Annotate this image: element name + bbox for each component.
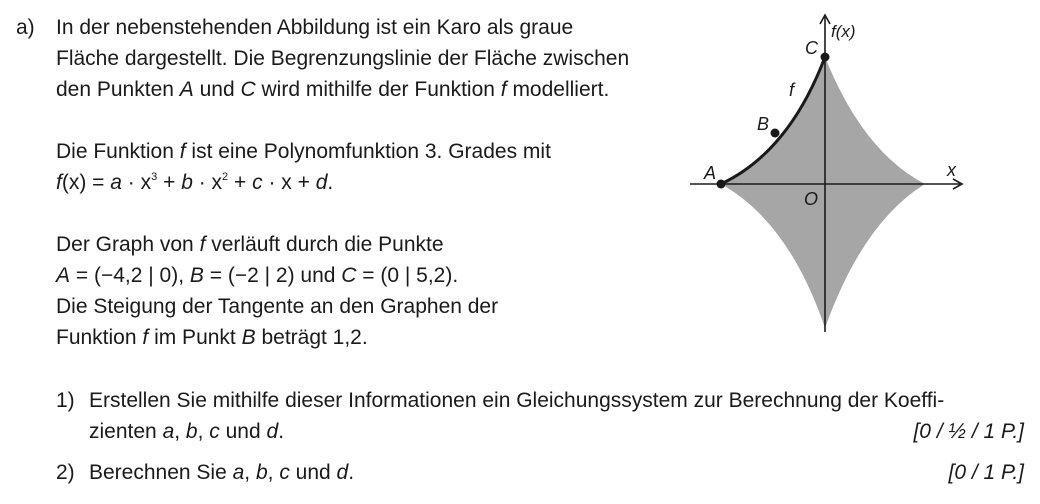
part-label: a) <box>16 16 35 39</box>
task-1-points: [0 / ½ / 1 P.] <box>913 420 1024 443</box>
intro-line-2: Fläche dargestellt. Die Begrenzungslinie der Fläche zwischen <box>56 47 630 70</box>
task-1-line-2: zienten a, b, c und d. <box>89 420 285 443</box>
points-line-4: Funktion f im Punkt B beträgt 1,2. <box>56 326 368 349</box>
problem-statement <box>56 12 696 353</box>
task-list <box>56 385 1024 488</box>
point-C <box>821 53 830 62</box>
task-text <box>56 385 1024 447</box>
points-paragraph <box>56 229 696 353</box>
diamond-figure <box>688 12 978 338</box>
task-number: 1) <box>56 389 75 412</box>
curve-f-label: f <box>789 80 795 100</box>
points-line-3: Die Steigung der Tangente an den Graphen der <box>56 295 499 318</box>
diamond-shape <box>721 57 925 328</box>
point-A <box>717 180 726 189</box>
label-C: C <box>805 38 818 58</box>
points-coordinates: A = (−4,2 | 0), B = (−2 | 2) und C = (0 | 5,2). <box>56 264 459 287</box>
task-2-points: [0 / 1 P.] <box>948 461 1024 484</box>
intro-line-1: In der nebenstehenden Abbildung ist ein Karo als graue <box>56 16 574 39</box>
point-B <box>771 129 780 138</box>
points-line-1: Der Graph von f verläuft durch die Punkte <box>56 233 444 256</box>
label-A: A <box>704 163 717 183</box>
task-2 <box>56 457 1024 488</box>
x-axis-label: x <box>947 160 956 180</box>
origin-label: O <box>804 189 819 209</box>
polynomial-formula: $f(x) = a \cdot x^3 + b \cdot x^2 + c \cdot x + d$. <box>56 171 334 194</box>
task-number: 2) <box>56 461 75 484</box>
intro-paragraph <box>56 12 696 105</box>
task-text <box>56 457 1024 488</box>
polynomial-paragraph <box>56 136 696 198</box>
label-B: B <box>757 114 770 134</box>
y-axis-label: f(x) <box>831 22 856 41</box>
intro-line-3: den Punkten A und C wird mithilfe der Funktion f modelliert. <box>56 78 610 101</box>
poly-line-1: Die Funktion f ist eine Polynomfunktion 3. Grades mit <box>56 140 551 163</box>
task-1-line-1: Erstellen Sie mithilfe dieser Informationen ein Gleichungssystem zur Berechnung der Koeffi- <box>89 389 945 412</box>
task-1 <box>56 385 1024 447</box>
task-2-line-1: Berechnen Sie a, b, c und d. <box>89 461 355 484</box>
